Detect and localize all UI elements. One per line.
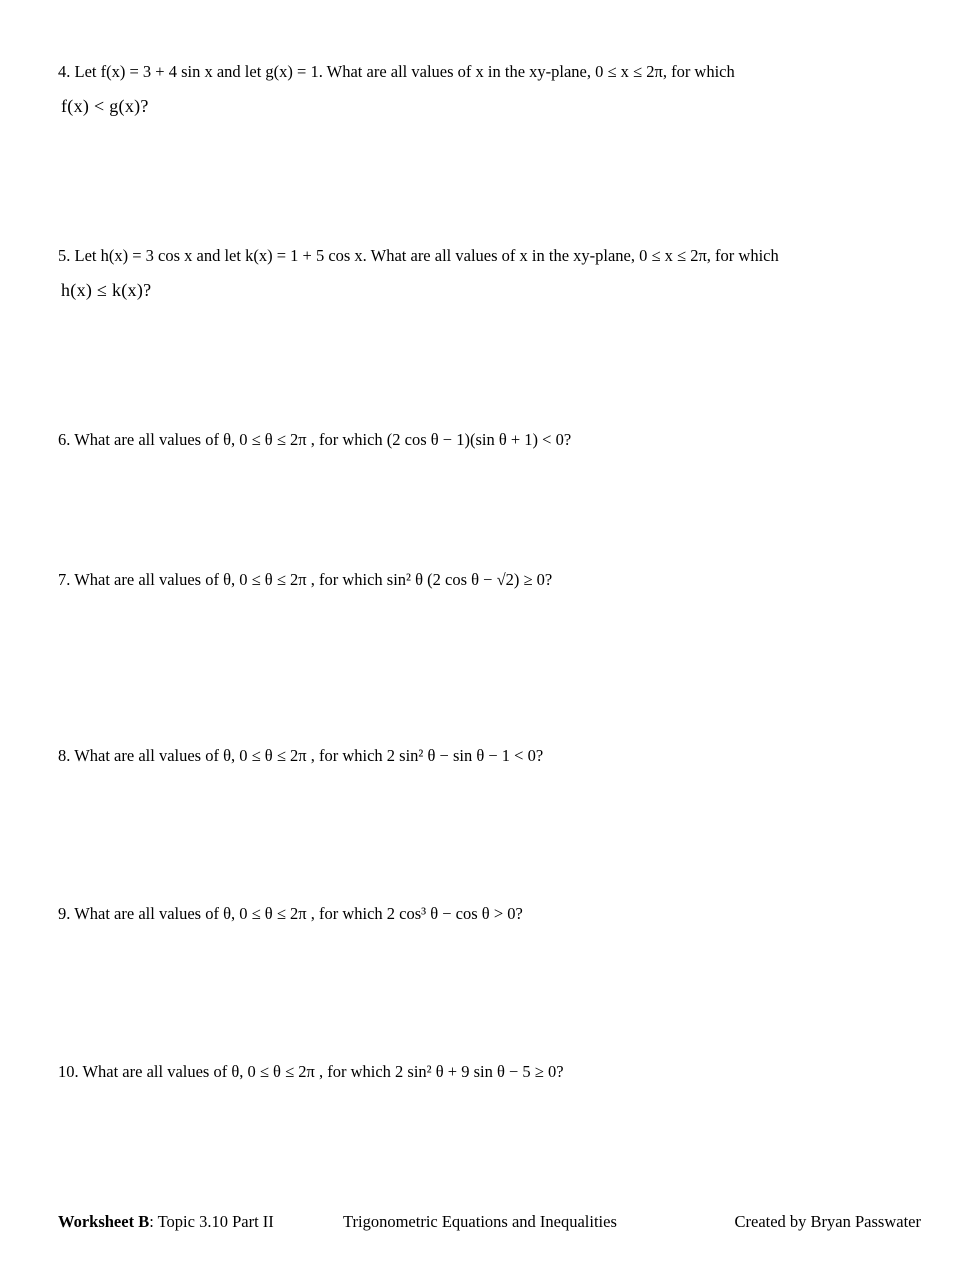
problem-number: 9.: [58, 904, 71, 923]
problem-text: What are all values of θ, 0 ≤ θ ≤ 2π , for which 2 sin² θ + 9 sin θ − 5 ≥ 0?: [82, 1062, 564, 1081]
problem-6: [58, 423, 919, 457]
problem-text-continued: f(x) < g(x)?: [61, 96, 149, 116]
problem-9: [58, 897, 919, 931]
problem-10: [58, 1055, 919, 1089]
problem-text-continued: h(x) ≤ k(x)?: [61, 280, 152, 300]
footer-author: Created by Bryan Passwater: [734, 1212, 921, 1231]
problem-number: 8.: [58, 746, 71, 765]
problem-text: What are all values of θ, 0 ≤ θ ≤ 2π , for which 2 cos³ θ − cos θ > 0?: [74, 904, 523, 923]
problem-7: [58, 563, 919, 597]
problem-number: 7.: [58, 570, 71, 589]
worksheet-label: Worksheet B: [58, 1212, 150, 1231]
problem-text: Let f(x) = 3 + 4 sin x and let g(x) = 1. What are all values of x in the xy-plane, 0 ≤ x ≤ 2π, for which: [74, 62, 735, 81]
problem-number: 6.: [58, 430, 71, 449]
footer-title: Trigonometric Equations and Inequalities: [343, 1212, 617, 1231]
worksheet-topic: : Topic 3.10 Part II: [149, 1212, 274, 1231]
problem-number: 5.: [58, 246, 71, 265]
problem-text: Let h(x) = 3 cos x and let k(x) = 1 + 5 cos x. What are all values of x in the xy-plane, 0 ≤ x ≤ 2π, for which: [74, 246, 779, 265]
problem-8: [58, 739, 919, 773]
problem-text: What are all values of θ, 0 ≤ θ ≤ 2π , for which sin² θ (2 cos θ − √2) ≥ 0?: [74, 570, 553, 589]
footer-worksheet: [58, 1210, 274, 1234]
problem-number: 4.: [58, 62, 71, 81]
problem-text: What are all values of θ, 0 ≤ θ ≤ 2π , for which 2 sin² θ − sin θ − 1 < 0?: [74, 746, 544, 765]
problem-4: [58, 55, 919, 123]
problem-text: What are all values of θ, 0 ≤ θ ≤ 2π , for which (2 cos θ − 1)(sin θ + 1) < 0?: [74, 430, 572, 449]
problem-5: [58, 239, 919, 307]
problem-number: 10.: [58, 1062, 79, 1081]
